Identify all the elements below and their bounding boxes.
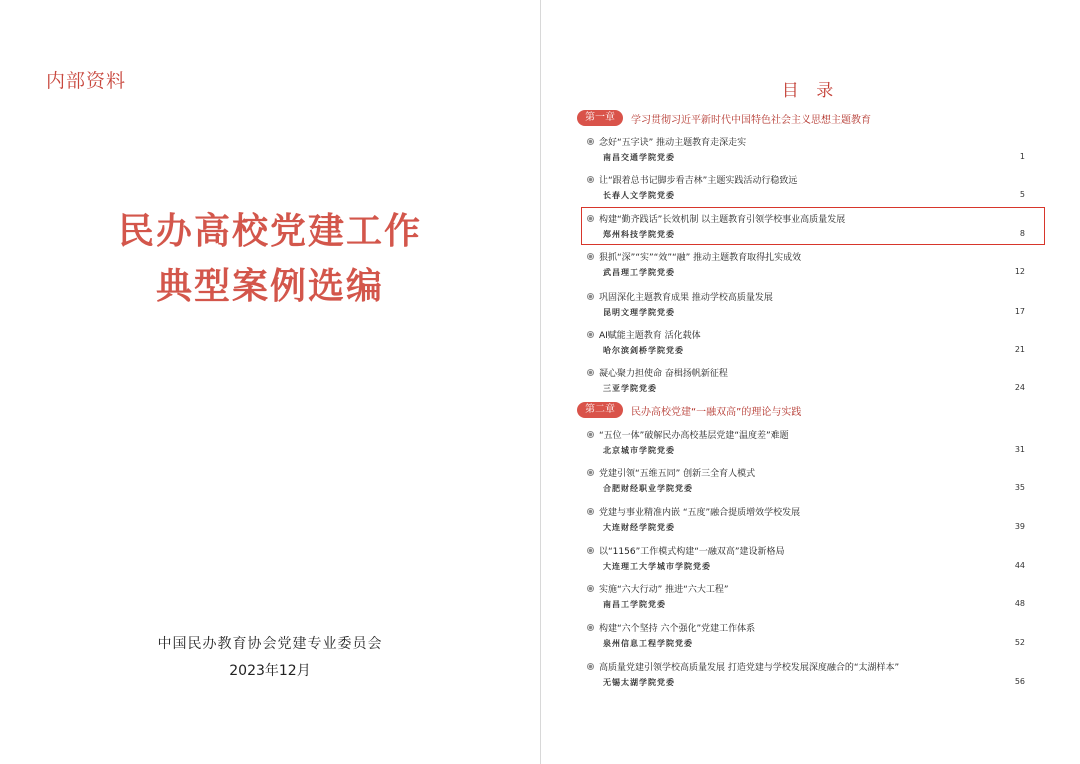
bullet-icon [587,369,594,376]
entry-author: 南昌工学院党委 [603,599,666,609]
entry-author: 郑州科技学院党委 [603,229,675,239]
bullet-icon [587,663,594,670]
toc-heading: 目 录 [781,81,840,101]
entry-title: 狠抓“深”“实”“效”“融” 推动主题教育取得扎实成效 [599,253,802,263]
entry-page: 39 [1014,522,1025,531]
entry-title: 实施“六大行动” 推进“六大工程” [599,585,729,595]
entry-author: 泉州信息工程学院党委 [603,638,693,648]
entry-page: 5 [1019,190,1025,199]
bullet-icon [587,469,594,476]
entry-page: 48 [1014,599,1025,608]
entry-author: 大连财经学院党委 [603,522,675,532]
entry-page: 44 [1014,561,1025,570]
cover-title-line1: 民办高校党建工作 [117,210,422,252]
bullet-icon [587,431,594,438]
entry-page: 31 [1014,445,1025,454]
entry-title: “五位一体”破解民办高校基层党建“温度差”难题 [599,431,789,441]
bullet-icon [587,138,594,145]
entry-title: 让“跟着总书记脚步看吉林”主题实践活动行稳致远 [599,176,798,186]
entry-page: 24 [1014,383,1025,392]
entry-author: 哈尔滨剑桥学院党委 [603,345,684,355]
entry-title: 构建“六个坚持 六个强化”党建工作体系 [599,624,756,634]
entry-title: 构建“勤齐践话”长效机制 以主题教育引领学校事业高质量发展 [599,215,846,225]
toc-page [541,0,1080,764]
entry-author: 无锡太湖学院党委 [603,677,675,687]
entry-page: 52 [1014,638,1025,647]
publisher-organization: 中国民办教育协会党建专业委员会 [157,636,383,652]
chapter-heading [577,402,801,418]
entry-page: 56 [1014,677,1025,686]
bullet-icon [587,624,594,631]
bullet-icon [587,293,594,300]
chapter-tag: 第二章 [577,402,623,418]
entry-page: 35 [1014,483,1025,492]
bullet-icon [587,331,594,338]
publication-date: 2023年12月 [229,663,311,679]
bullet-icon [587,508,594,515]
chapter-title: 学习贯彻习近平新时代中国特色社会主义思想主题教育 [631,114,871,126]
entry-title: 高质量党建引领学校高质量发展 打造党建与学校发展深度融合的“太湖样本” [599,663,900,673]
entry-author: 南昌交通学院党委 [603,152,675,162]
bullet-icon [587,253,594,260]
entry-title: 念好“五字诀” 推动主题教育走深走实 [599,138,747,148]
entry-title: AI赋能主题教育 活化载体 [599,331,701,341]
internal-material-label: 内部资料 [46,70,127,92]
entry-title: 凝心聚力担使命 奋楫扬帆新征程 [599,369,728,379]
bullet-icon [587,547,594,554]
entry-author: 武昌理工学院党委 [603,267,675,277]
entry-author: 北京城市学院党委 [603,445,675,455]
bullet-icon [587,176,594,183]
bullet-icon [587,585,594,592]
entry-page: 12 [1014,267,1025,276]
chapter-heading [577,110,871,126]
entry-title: 以“1156”工作模式构建“一融双高”建设新格局 [599,547,785,557]
cover-title-line2: 典型案例选编 [155,265,384,307]
entry-title: 党建引领“五维五同” 创新三全育人模式 [599,469,756,479]
highlight-box [581,207,1045,245]
entry-author: 昆明文理学院党委 [603,307,675,317]
entry-page: 21 [1014,345,1025,354]
entry-page: 1 [1019,152,1025,161]
entry-author: 三亚学院党委 [603,383,657,393]
chapter-title: 民办高校党建“一融双高”的理论与实践 [631,406,802,418]
entry-author: 合肥财经职业学院党委 [603,483,693,493]
entry-title: 党建与事业精准内嵌 “五度”融合提质增效学校发展 [599,508,801,518]
entry-page: 17 [1014,307,1025,316]
entry-author: 长春人文学院党委 [603,190,675,200]
entry-page: 8 [1019,229,1025,238]
entry-title: 巩固深化主题教育成果 推动学校高质量发展 [599,293,773,303]
chapter-tag: 第一章 [577,110,623,126]
entry-author: 大连理工大学城市学院党委 [603,561,711,571]
